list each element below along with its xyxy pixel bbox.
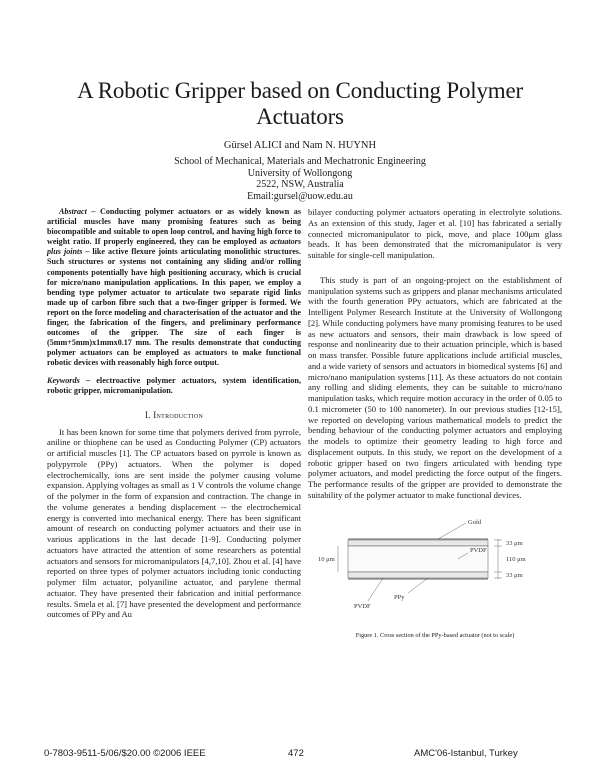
- footer-page-number: 472: [288, 748, 304, 759]
- label-gold: Gold: [468, 518, 481, 526]
- left-column: [47, 207, 301, 620]
- actuator-cross-section-diagram: [308, 511, 562, 629]
- affiliation-university: University of Wollongong: [247, 167, 353, 179]
- paper-authors: Gürsel ALICI and Nam N. HUYNH: [223, 140, 377, 151]
- affiliation-email: Email:gursel@uow.edu.au: [247, 190, 353, 202]
- abstract-emphasis: actuators plus joints: [47, 237, 301, 257]
- intro-paragraph-2: bilayer conducting polymer actuators operating in electrolyte solutions. As an extension of this study, Jager et al. [10] has fabricated a serially connected micromanipulator to pick, move, and place 100μm glass beads. It has been demonstrated that the micromanipulator is very suitable for single-cell manipulation.: [308, 207, 562, 260]
- ppy-layer-top: [348, 540, 488, 546]
- intro-paragraph-3: This study is part of an ongoing-project on the establishment of manipulation systems such as grippers and planar mechanisms articulated with the fourth generation PPy actuators, which are fabricated at the Intelligent Polymer Research Institute at the University of Wollongong [2]. While conducting polymers have many promising features to be used as new actuators and sensors, their main drawback is low speed of response and nonlinearity due to their actuation principle, which is based on mass transfer. Possible future applications include artificial muscles, and a wide variety of sensors and actuators in biomedical systems [6] and micro/nano manipulation systems [11]. As these actuators do not contain any rolling and sliding elements, they can be suitable to micro/nano manipulation tasks, which require motion accuracy in the order of 0.05 to 0.1 micrometer (50 to 100 nanometer). In our previous studies [12-15], we reported on developing various mathematical models to predict the bending behaviour of the conducting polymer actuators and employing the models to optimize their geometry leading to high force and displacement outputs. In this study, we report on the development of a robotic gripper based on two fingers articulated with bending type polymer actuators, and model predicting the force output of the fingers. The performance results of the gripper are provided to demonstrate the suitability of the polymer actuator to make functional devices.: [308, 274, 562, 500]
- footer-venue: AMC'06-Istanbul, Turkey: [414, 748, 518, 759]
- label-right-top: 33 μm: [506, 539, 523, 547]
- keywords-lead: Keywords: [47, 375, 80, 385]
- keywords: [47, 376, 301, 396]
- ppy-layer-bottom: [348, 572, 488, 578]
- label-pvdf-top: PVDF: [470, 546, 487, 554]
- paper-title: A Robotic Gripper based on Conducting Polymer Actuators: [77, 78, 523, 129]
- figure-1-caption: Figure 1. Cross section of the PPy-based actuator (not to scale): [355, 631, 515, 639]
- section-title: Introduction: [153, 409, 204, 420]
- section-heading-introduction: [47, 410, 301, 421]
- right-column: [308, 207, 562, 641]
- keywords-text: – electroactive polymer actuators, system identification, robotic gripper, micromanipulation.: [47, 375, 301, 395]
- section-number: I.: [144, 409, 154, 420]
- label-left-thickness: 10 μm: [318, 555, 335, 563]
- author-affiliation: [100, 156, 500, 202]
- figure-1: [308, 511, 562, 629]
- abstract-lead: Abstract: [59, 207, 87, 216]
- affiliation-address: 2522, NSW, Australia: [256, 179, 344, 190]
- label-right-mid: 110 μm: [506, 555, 526, 563]
- footer-isbn: 0-7803-9511-5/06/$20.00 ©2006 IEEE: [44, 748, 206, 759]
- pvdf-core-layer: [348, 546, 488, 572]
- affiliation-school: School of Mechanical, Materials and Mechatronic Engineering: [174, 156, 426, 167]
- abstract: [47, 207, 301, 369]
- intro-paragraph-1: It has been known for some time that polymers derived from pyrrole, aniline or thiophene can be used as Conducting Polymer (CP) actuators or artificial muscles [1]. The CP actuators based on pyrrole is known as polypyrrole (PPy) actuators. When the polymer is doped electrochemically, ions are sent inside the polymer causing volume expansion. Applying voltages as small as 1 V controls the volume change of the polymer in the form of expansion and contraction. The change in the volume generates a bending displacement -- the electrochemical energy is converted into mechanical energy. There has been significant amount of research on conducting polymer actuators and their use in various applications in the last decade [1-9]. Conducting polymer actuators have attracted the attention of some researchers as potential actuators and sensors for micromanipulators [4,7,10]. Zhou et al. [4] have reported on three types of polymer actuators including ionic conducting polymer film actuator, polyaniline actuator, and parylene thermal actuator. They have presented their fabrication and initial performance results. Smela et al. [7] have presented the development and performance outcomes of PPy and Au: [47, 426, 301, 620]
- abstract-text-2: – like active flexure joints articulating monolithic structures. Such structures or systems not containing any sliding and/or rolling components potentially have high positioning accuracy, which is crucial for micro/nano manipulation applications. In this paper, we employ a bending type polymer actuator to articulate two separate rigid links made up of carbon fibre such that a two-finger gripper is formed. We report on the force modeling and characterisation of the actuator and the finger, the fabrication of the fingers, and preliminary performance outcomes of the gripper. The size of each finger is (5mm+5mm)x1mmx0.17 mm. The results demonstrate that conducting polymer actuators can be employed as actuators to make functional robotic devices with reasonably high force output.: [47, 247, 301, 368]
- label-ppy: PPy: [394, 593, 405, 601]
- label-pvdf-bottom: PVDF: [354, 602, 371, 610]
- abstract-text-1: – Conducting polymer actuators or as widely known as artificial muscles have many promising features such as being biocompatible and suitable to open loop control, and having high force to weight ratio. If properly engineered, they can be employed as: [47, 207, 301, 247]
- label-right-bottom: 33 μm: [506, 571, 523, 579]
